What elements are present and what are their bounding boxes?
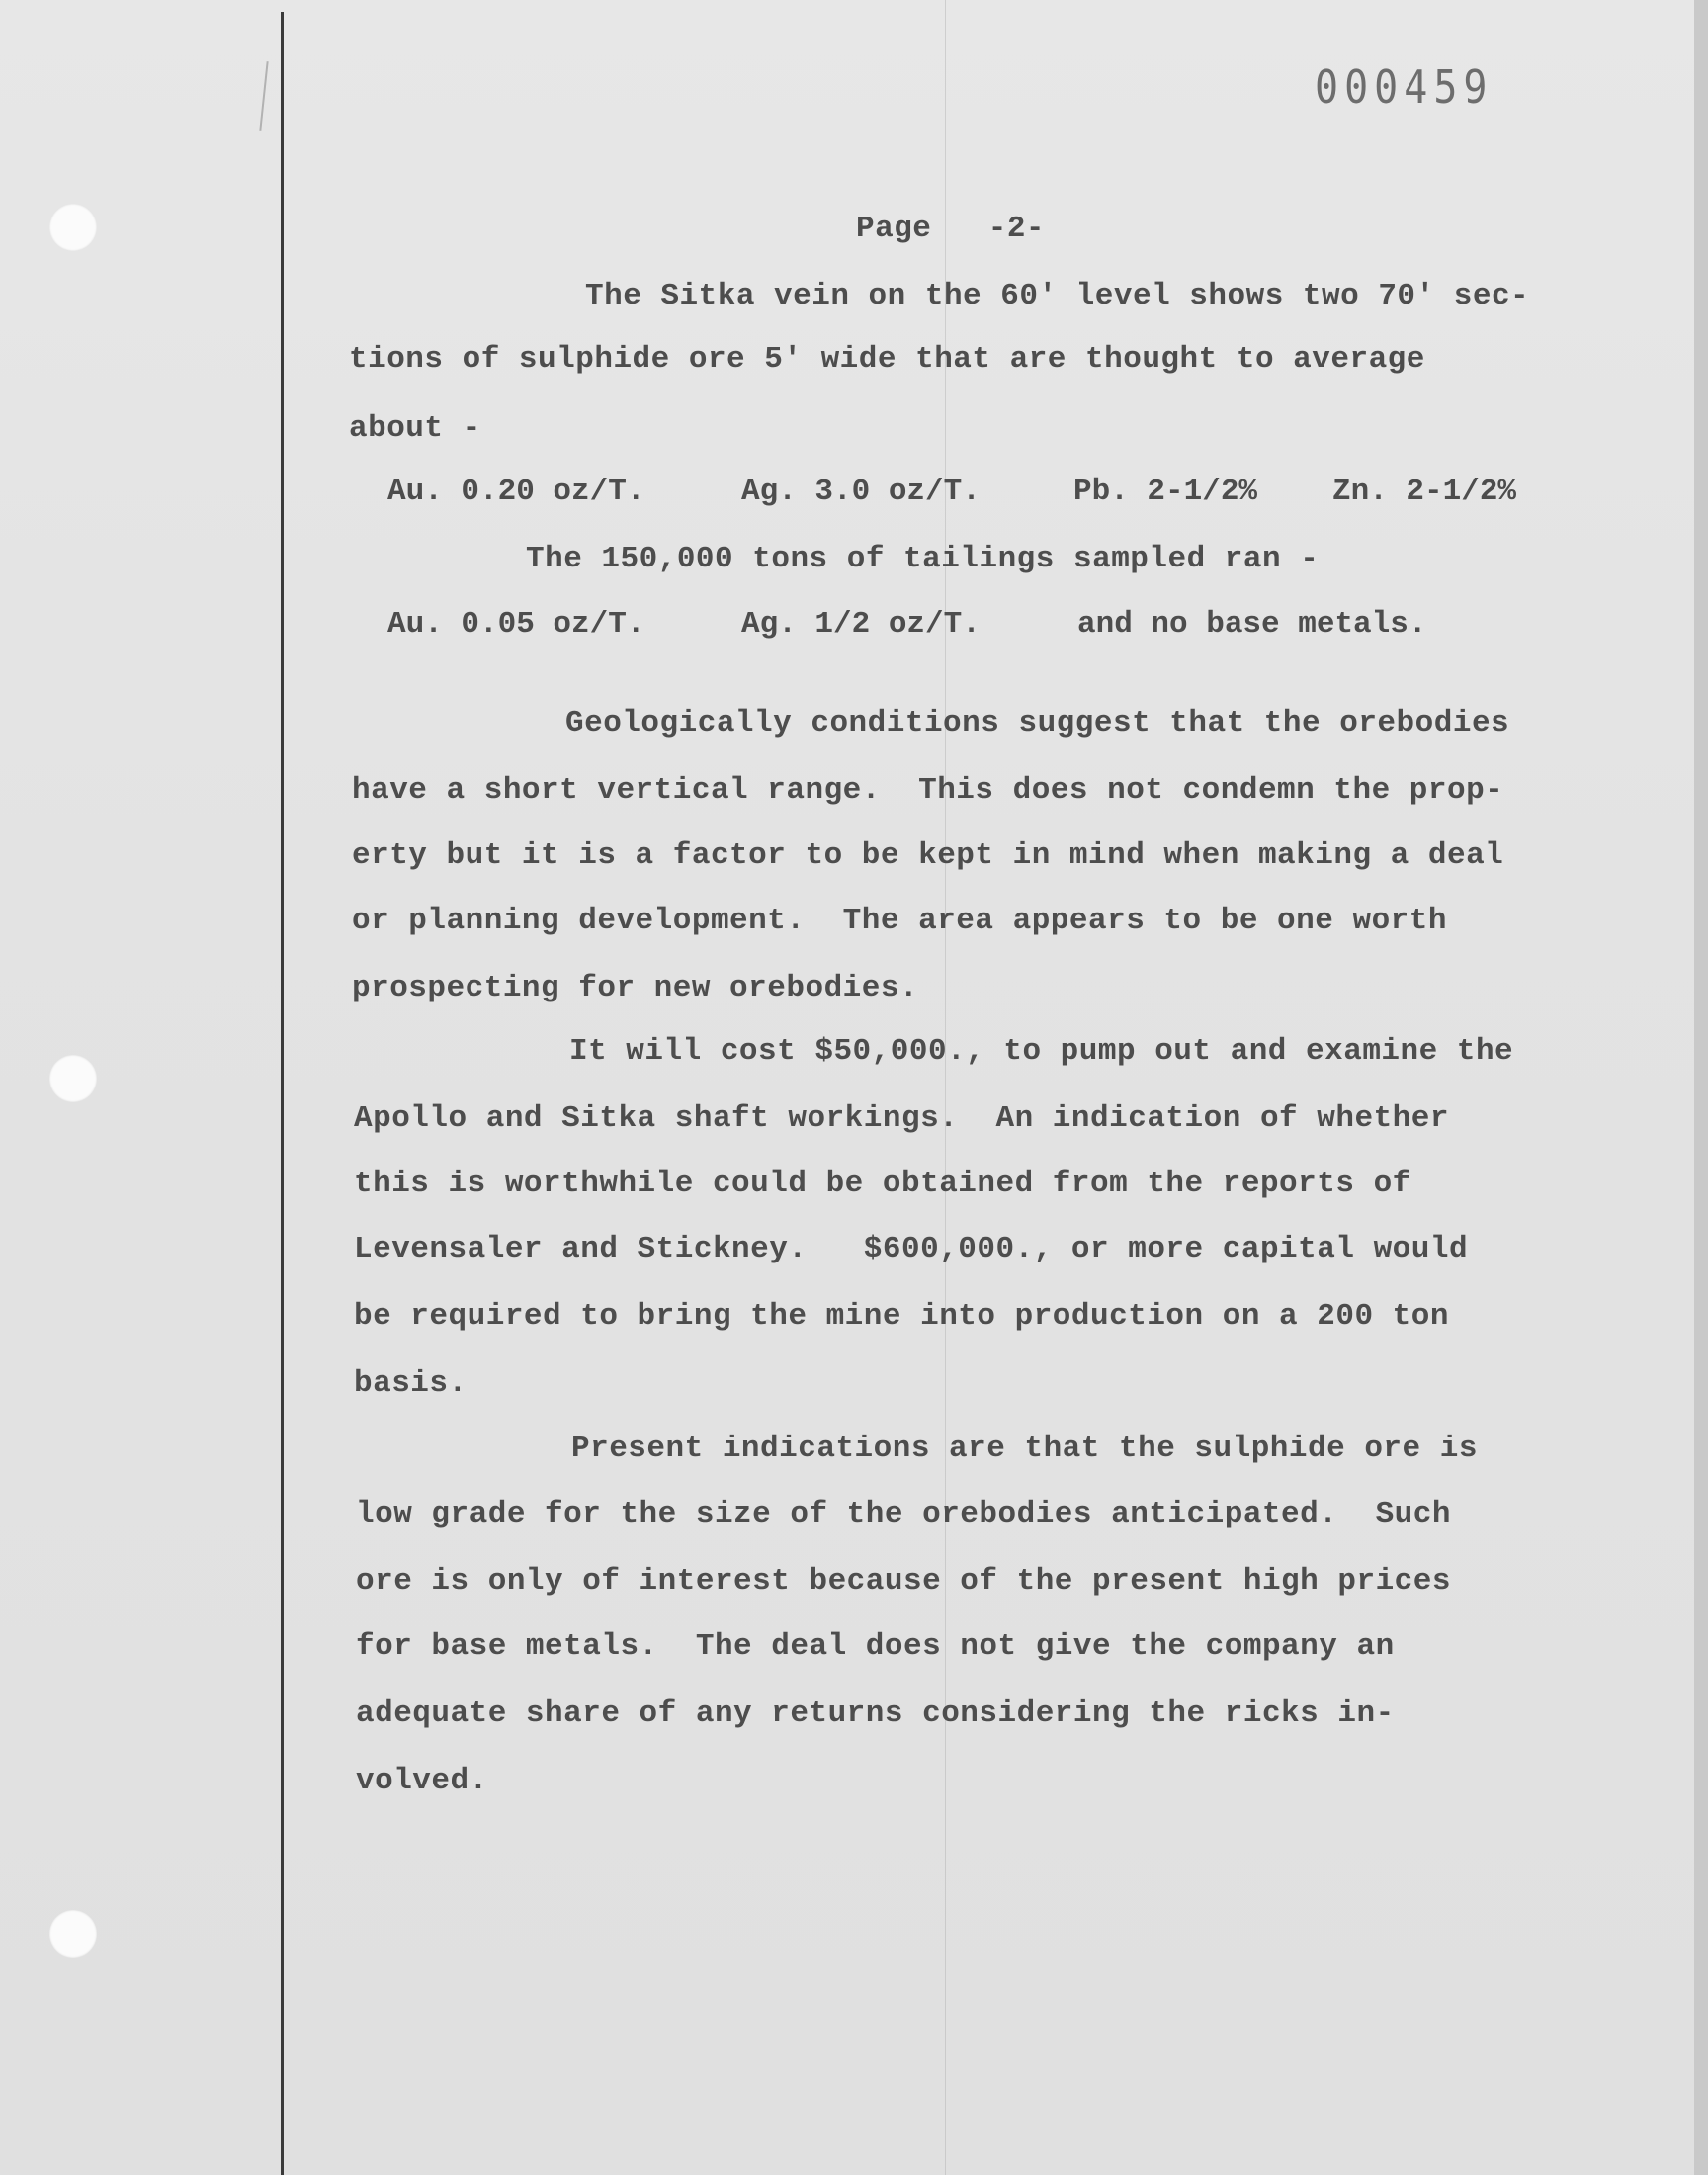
text-line: have a short vertical range. This does not condemn the prop- [352,773,1504,808]
punch-hole-bottom [49,1910,97,1958]
text-line: erty but it is a factor to be kept in mind when making a deal [352,838,1504,873]
text-line: or planning development. The area appears to be one worth [352,904,1447,938]
text-line: be required to bring the mine into production on a 200 ton [354,1299,1449,1334]
document-number-stamp: 000459 [1315,61,1494,115]
text-line: The Sitka vein on the 60' level shows two 70' sec- [585,279,1530,313]
text-line: this is worthwhile could be obtained from the reports of [354,1167,1411,1201]
text-line: for base metals. The deal does not give the company an [356,1629,1395,1664]
text-line: prospecting for new orebodies. [352,971,919,1005]
text-line: Apollo and Sitka shaft workings. An indication of whether [354,1101,1449,1136]
text-line: about - [349,411,481,446]
page-header: Page -2- [856,212,1046,246]
text-line: basis. [354,1366,468,1401]
assay-tailings-ag: Ag. 1/2 oz/T. [741,607,981,642]
fold-crease [945,0,946,2175]
text-line: ore is only of interest because of the present high prices [356,1564,1451,1599]
text-line: low grade for the size of the orebodies anticipated. Such [356,1497,1451,1531]
text-line: tions of sulphide ore 5' wide that are thought to average [349,342,1425,377]
text-line: Present indications are that the sulphide ore is [571,1432,1478,1466]
assay-vein-au: Au. 0.20 oz/T. [387,475,645,509]
assay-tailings-note: and no base metals. [1077,607,1427,642]
margin-rule-line [281,12,284,2175]
assay-tailings-au: Au. 0.05 oz/T. [387,607,645,642]
text-line: Geologically conditions suggest that the orebodies [565,706,1510,740]
assay-vein-pb: Pb. 2-1/2% [1073,475,1258,509]
text-line: The 150,000 tons of tailings sampled ran - [526,542,1320,576]
assay-vein-ag: Ag. 3.0 oz/T. [741,475,981,509]
assay-vein-zn: Zn. 2-1/2% [1332,475,1517,509]
text-line: Levensaler and Stickney. $600,000., or more capital would [354,1232,1469,1266]
text-line: It will cost $50,000., to pump out and examine the [569,1034,1514,1069]
scan-edge [1694,0,1708,2175]
text-line: volved. [356,1764,488,1798]
punch-hole-top [49,204,97,251]
text-line: adequate share of any returns considering the ricks in- [356,1696,1395,1731]
punch-hole-middle [49,1055,97,1102]
